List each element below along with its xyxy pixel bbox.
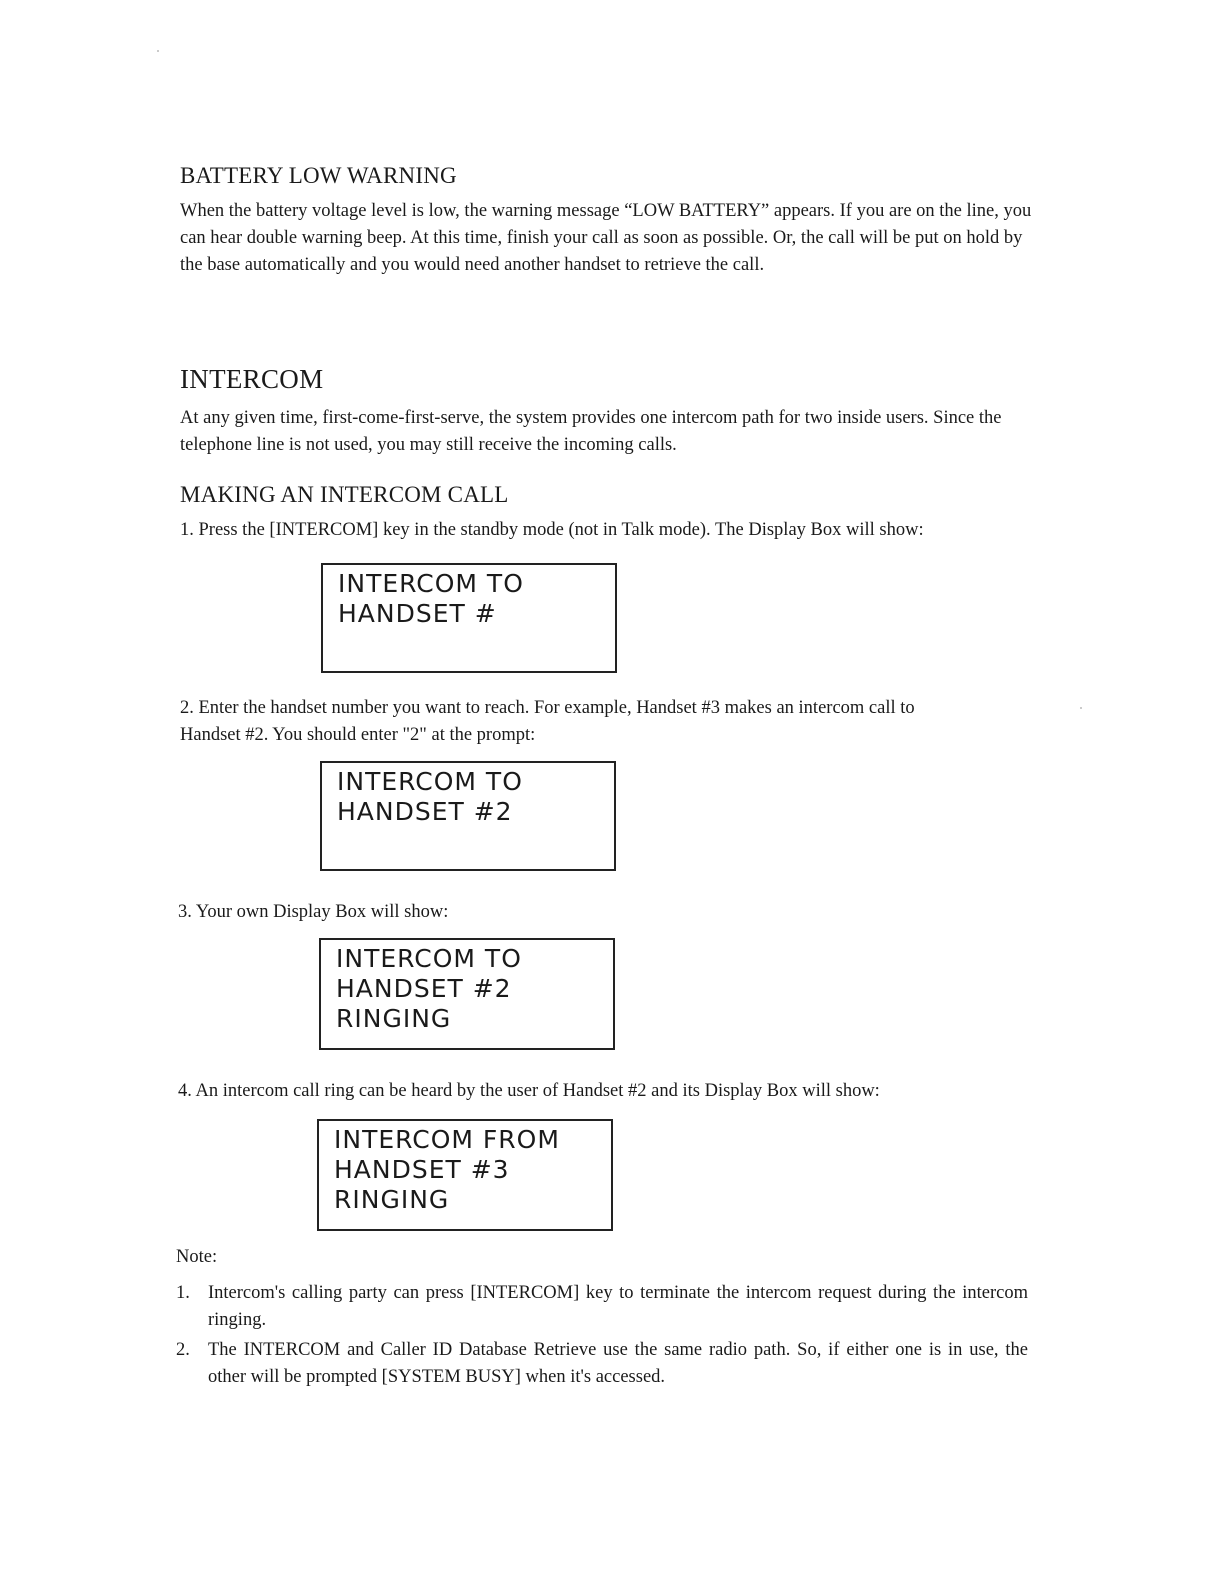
display-line: INTERCOM TO (337, 767, 523, 796)
note-item-2 (176, 1337, 1036, 1393)
note-item-1 (176, 1280, 1036, 1336)
display-box-step-3 (319, 938, 615, 1050)
display-line: HANDSET #3 (334, 1155, 510, 1184)
display-line: HANDSET # (338, 599, 497, 628)
display-line: INTERCOM FROM (334, 1125, 560, 1154)
making-call-heading: MAKING AN INTERCOM CALL (180, 482, 509, 507)
display-line: RINGING (334, 1185, 450, 1214)
display-line: RINGING (336, 1004, 452, 1033)
battery-body: When the battery voltage level is low, the warning message “LOW BATTERY” appears. If you are on the line, you can hear double warning beep. At this time, finish your call as soon as possible. Or, the call will be put on hold by the base automatically and you would need another handset to retrieve the call. (180, 201, 1032, 275)
note-text: The INTERCOM and Caller ID Database Retrieve use the same radio path. So, if either one is in use, the other will be prompted [SYSTEM BUSY] when it's accessed. (208, 1340, 1028, 1387)
display-line: INTERCOM TO (338, 569, 524, 598)
intercom-body: At any given time, first-come-first-serve, the system provides one intercom path for two inside users. Since the telephone line is not used, you may still receive the incoming calls. (180, 408, 1002, 455)
step-4-text: 4. An intercom call ring can be heard by the user of Handset #2 and its Display Box will show: (178, 1081, 880, 1101)
display-line: HANDSET #2 (337, 797, 513, 826)
display-line: HANDSET #2 (336, 974, 512, 1003)
step-2-text-line-1: 2. Enter the handset number you want to reach. For example, Handset #3 makes an intercom call to (180, 698, 915, 718)
note-text: Intercom's calling party can press [INTERCOM] key to terminate the intercom request during the intercom ringing. (208, 1283, 1028, 1330)
step-1-text: 1. Press the [INTERCOM] key in the standby mode (not in Talk mode). The Display Box will show: (180, 520, 924, 540)
step-3-text: 3. Your own Display Box will show: (178, 902, 449, 922)
note-number: 1. (176, 1283, 190, 1303)
battery-heading: BATTERY LOW WARNING (180, 163, 457, 188)
display-box-step-4 (317, 1119, 613, 1231)
scan-speck (157, 50, 159, 52)
note-label: Note: (176, 1247, 218, 1267)
step-2-text-line-2: Handset #2. You should enter "2" at the prompt: (180, 725, 536, 745)
display-line: INTERCOM TO (336, 944, 522, 973)
note-number: 2. (176, 1340, 190, 1360)
intercom-heading: INTERCOM (180, 364, 324, 394)
display-box-step-2 (320, 761, 616, 871)
scan-speck (1080, 707, 1082, 709)
display-box-step-1 (321, 563, 617, 673)
